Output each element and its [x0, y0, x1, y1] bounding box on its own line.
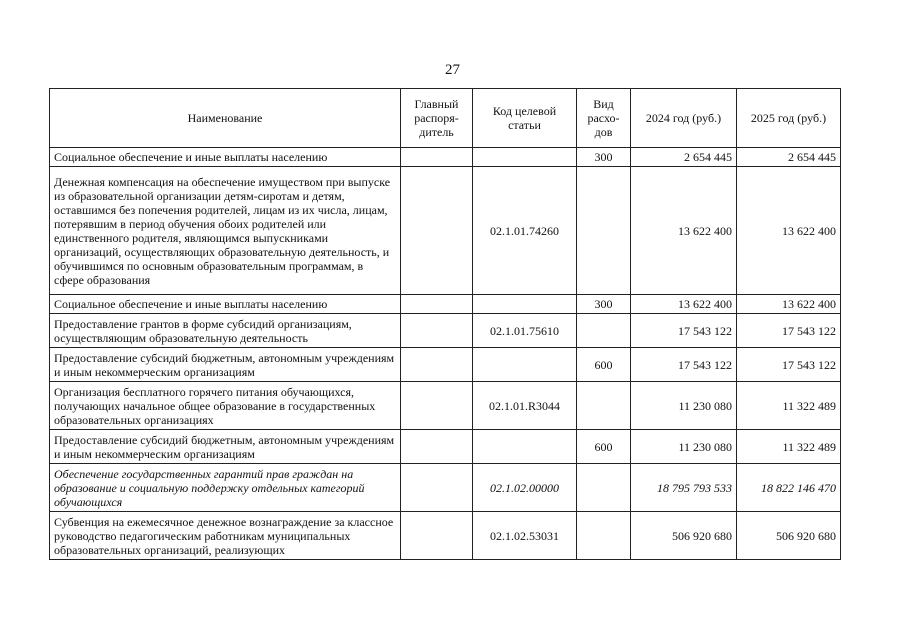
row-admin-cell: [401, 167, 473, 295]
row-expense-cell: 300: [577, 295, 631, 314]
row-name-cell: Денежная компенсация на обеспечение имуществом при выпуске из образовательной организации детям-сиротам и детям, оставшимся без попечения родителей, лицам из их числа, лицам, потерявшим в период обучения обоих родителей или единственного родителя, являющимся выпускниками организаций, осуществляющих образовательную деятельность, и обучившимся по основным образовательным программам, в сфере образования: [50, 167, 401, 295]
table-row: [50, 295, 841, 314]
row-expense-cell: [577, 512, 631, 560]
row-name-cell: Предоставление субсидий бюджетным, автономным учреждениям и иным некоммерческим организациям: [50, 430, 401, 464]
row-expense-cell: [577, 314, 631, 348]
row-2024-cell: 11 230 080: [631, 382, 737, 430]
row-code-cell: 02.1.02.00000: [473, 464, 577, 512]
row-code-cell: 02.1.01.74260: [473, 167, 577, 295]
header-name: Наименование: [50, 89, 401, 148]
row-2024-cell: 506 920 680: [631, 512, 737, 560]
table-row: [50, 348, 841, 382]
row-admin-cell: [401, 314, 473, 348]
row-admin-cell: [401, 430, 473, 464]
row-code-cell: [473, 148, 577, 167]
row-expense-cell: 600: [577, 348, 631, 382]
row-2025-cell: 18 822 146 470: [737, 464, 841, 512]
budget-table: [49, 88, 841, 560]
row-code-cell: [473, 430, 577, 464]
header-code: Код целевой статьи: [473, 89, 577, 148]
header-expense: Вид расхо-дов: [577, 89, 631, 148]
row-2024-cell: 17 543 122: [631, 348, 737, 382]
header-2025: 2025 год (руб.): [737, 89, 841, 148]
table-row: [50, 314, 841, 348]
row-expense-cell: 600: [577, 430, 631, 464]
row-expense-cell: [577, 167, 631, 295]
row-expense-cell: [577, 464, 631, 512]
row-2025-cell: 506 920 680: [737, 512, 841, 560]
row-2024-cell: 2 654 445: [631, 148, 737, 167]
row-admin-cell: [401, 348, 473, 382]
row-name-cell: Субвенция на ежемесячное денежное вознаграждение за классное руководство педагогическим работникам муниципальных образовательных организаций, реализующих: [50, 512, 401, 560]
row-name-cell: Социальное обеспечение и иные выплаты населению: [50, 295, 401, 314]
row-name-cell: Обеспечение государственных гарантий прав граждан на образование и социальную поддержку отдельных категорий обучающихся: [50, 464, 401, 512]
row-name-cell: Социальное обеспечение и иные выплаты населению: [50, 148, 401, 167]
row-code-cell: [473, 348, 577, 382]
row-2025-cell: 13 622 400: [737, 167, 841, 295]
row-2024-cell: 18 795 793 533: [631, 464, 737, 512]
page-number: 27: [445, 62, 460, 78]
row-expense-cell: [577, 382, 631, 430]
row-code-cell: [473, 295, 577, 314]
header-admin: Главный распоря-дитель: [401, 89, 473, 148]
row-admin-cell: [401, 382, 473, 430]
table-row: [50, 512, 841, 560]
row-2025-cell: 17 543 122: [737, 314, 841, 348]
table-row: [50, 167, 841, 295]
table-row: [50, 382, 841, 430]
row-2024-cell: 13 622 400: [631, 295, 737, 314]
table-header-row: [50, 89, 841, 148]
table-row: [50, 148, 841, 167]
row-2025-cell: 13 622 400: [737, 295, 841, 314]
row-name-cell: Организация бесплатного горячего питания обучающихся, получающих начальное общее образование в государственных образовательных организациях: [50, 382, 401, 430]
row-2024-cell: 11 230 080: [631, 430, 737, 464]
row-name-cell: Предоставление субсидий бюджетным, автономным учреждениям и иным некоммерческим организациям: [50, 348, 401, 382]
row-code-cell: 02.1.02.53031: [473, 512, 577, 560]
row-code-cell: 02.1.01.75610: [473, 314, 577, 348]
row-2024-cell: 13 622 400: [631, 167, 737, 295]
header-2024: 2024 год (руб.): [631, 89, 737, 148]
row-admin-cell: [401, 464, 473, 512]
row-2025-cell: 17 543 122: [737, 348, 841, 382]
row-admin-cell: [401, 295, 473, 314]
row-code-cell: 02.1.01.R3044: [473, 382, 577, 430]
row-admin-cell: [401, 148, 473, 167]
row-2025-cell: 11 322 489: [737, 382, 841, 430]
row-2024-cell: 17 543 122: [631, 314, 737, 348]
row-2025-cell: 11 322 489: [737, 430, 841, 464]
row-expense-cell: 300: [577, 148, 631, 167]
row-2025-cell: 2 654 445: [737, 148, 841, 167]
row-admin-cell: [401, 512, 473, 560]
row-name-cell: Предоставление грантов в форме субсидий организациям, осуществляющим образовательную деятельность: [50, 314, 401, 348]
table-row: [50, 430, 841, 464]
table-row: [50, 464, 841, 512]
